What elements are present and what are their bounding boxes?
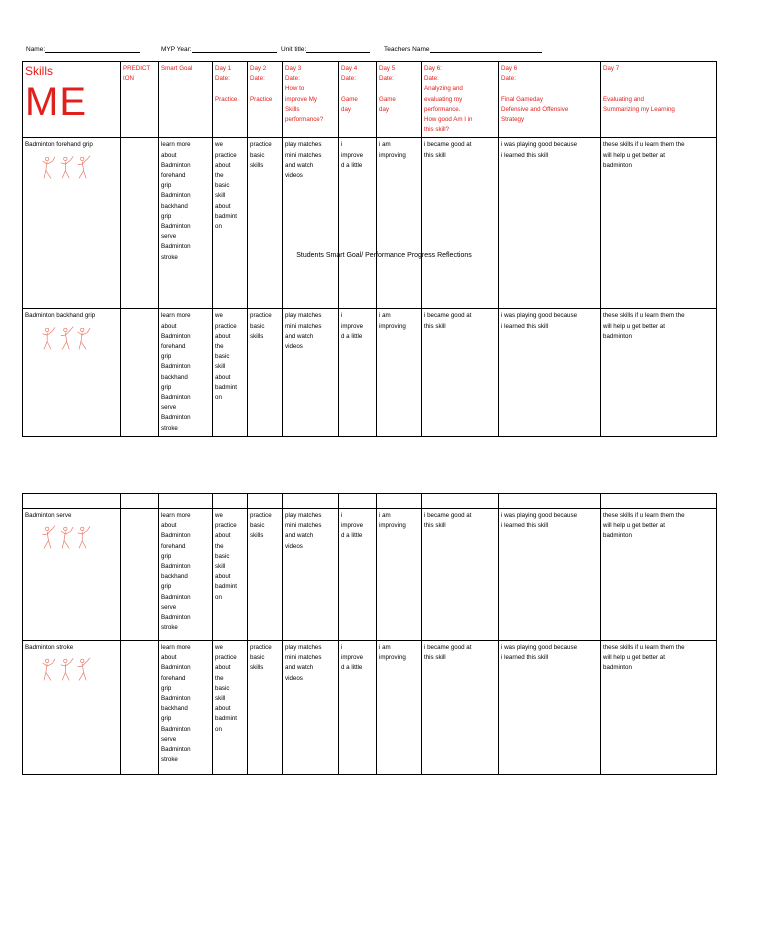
cell-line: play matches	[285, 141, 322, 149]
cell-line: Date:	[285, 75, 300, 83]
cell-line: skills	[250, 332, 264, 340]
cell-line: videos	[285, 172, 303, 180]
cell-line: How to	[285, 85, 305, 93]
cell-line: Badminton	[161, 532, 191, 540]
cell-line: grip	[161, 715, 172, 723]
cell-line: i was playing good because	[501, 644, 578, 651]
cell-line: play matches	[285, 512, 322, 519]
cell-line: Badminton	[161, 394, 191, 402]
cell-line: this skill	[424, 654, 446, 662]
cell-line: we	[215, 644, 223, 651]
reflection-table-1	[22, 61, 717, 437]
day1-cell	[213, 138, 248, 309]
cell-line: Evaluating and	[603, 95, 644, 103]
cell-line	[250, 84, 280, 94]
cell-line: basic	[250, 654, 265, 662]
day4-cell	[339, 138, 377, 309]
header-day7	[601, 62, 717, 138]
cell-line: basic	[250, 522, 265, 530]
cell-line	[501, 84, 598, 94]
cell-line: i	[341, 312, 343, 320]
cell-line: d a little	[341, 532, 363, 540]
cell-line: improving	[379, 151, 406, 159]
cell-line: skill	[215, 563, 226, 571]
cell-line: videos	[285, 674, 303, 682]
cell-line: Badminton	[161, 223, 191, 231]
skill-cell	[23, 309, 121, 436]
unit-title-field[interactable]	[281, 44, 370, 53]
cell-line: stroke	[161, 624, 178, 632]
smart-goal-cell	[159, 641, 213, 775]
cell-line: about	[161, 522, 177, 530]
skill-cell	[23, 509, 121, 641]
cell-line: practice	[215, 654, 237, 662]
cell-line: this skill	[424, 522, 446, 530]
cell-line: PREDICT	[123, 65, 151, 72]
cell-line: about	[215, 332, 231, 340]
cell-line: will help u get better at	[603, 522, 665, 530]
name-blank[interactable]	[45, 44, 140, 53]
cell-line: about	[215, 664, 231, 672]
me-heading: ME	[25, 80, 87, 124]
cell-line: Analyzing and	[424, 85, 463, 93]
cell-line: Day 7	[603, 65, 620, 72]
cell-line: badmint	[215, 583, 238, 591]
cell-line: practice	[250, 512, 272, 519]
cell-line: Final Gameday	[501, 95, 543, 103]
cell-line: Badminton	[161, 725, 191, 733]
cell-line: evaluating my	[424, 95, 463, 103]
smart-goal-cell	[159, 138, 213, 309]
cell-line: i am	[379, 312, 391, 320]
cell-line: performance?	[285, 116, 324, 124]
smart-goal-cell	[159, 309, 213, 436]
cell-line: Day 2	[250, 65, 267, 72]
badminton-figure-illustration	[25, 657, 107, 683]
day3-cell	[283, 641, 339, 775]
table-row	[23, 309, 717, 436]
cell-line: about	[215, 202, 231, 210]
cell-line: skill	[215, 192, 226, 200]
cell-line: ION	[123, 75, 135, 83]
cell-line: learn more	[161, 512, 191, 519]
day4-cell	[339, 641, 377, 775]
header-day2	[248, 62, 283, 138]
cell-line: will help u get better at	[603, 654, 665, 662]
cell-line: and watch	[285, 161, 314, 169]
cell-line: Badminton	[161, 695, 191, 703]
cell-line: serve	[161, 735, 177, 743]
day7-cell	[601, 509, 717, 641]
cell-line: Defensive and Offensive	[501, 105, 569, 113]
cell-line: these skills if u learn them the	[603, 312, 685, 320]
cell-line: the	[215, 674, 224, 682]
cell-line: improve	[341, 322, 364, 330]
cell-line: Badminton	[161, 332, 191, 340]
cell-line: these skills if u learn them the	[603, 141, 685, 149]
cell-line: Date:	[424, 75, 439, 83]
cell-line: play matches	[285, 644, 322, 651]
cell-line: i	[341, 141, 343, 149]
cell-line: Day 4	[341, 65, 358, 72]
myp-year-label: MYP Year:	[161, 46, 192, 53]
header-day6-analyzing	[422, 62, 499, 138]
cell-line: Badminton	[161, 614, 191, 622]
cell-line: day	[379, 105, 389, 113]
header-day4	[339, 62, 377, 138]
cell-line: improve	[341, 151, 364, 159]
day6a-cell	[422, 641, 499, 775]
cell-line: and watch	[285, 332, 314, 340]
cell-line: i learned this skill	[501, 654, 549, 662]
day5-cell	[377, 309, 422, 436]
cell-line: Skills	[285, 105, 300, 113]
cell-line	[341, 84, 374, 94]
cell-line: about	[215, 161, 231, 169]
skill-cell	[23, 641, 121, 775]
cell-line: serve	[161, 404, 177, 412]
header-day3	[283, 62, 339, 138]
myp-year-blank[interactable]	[192, 44, 277, 53]
day6a-cell	[422, 509, 499, 641]
day7-cell	[601, 641, 717, 775]
cell-line: badmint	[215, 212, 238, 220]
cell-line: we	[215, 141, 223, 149]
cell-line: mini matches	[285, 322, 322, 330]
prediction-cell[interactable]	[121, 309, 159, 436]
day2-cell	[248, 641, 283, 775]
cell-line: forehand	[161, 674, 186, 682]
day4-cell	[339, 509, 377, 641]
day2-cell	[248, 309, 283, 436]
cell-line: about	[215, 573, 231, 581]
cell-line: Badminton	[161, 593, 191, 601]
prediction-cell[interactable]	[121, 641, 159, 775]
cell-line: the	[215, 343, 224, 351]
day6b-cell	[499, 309, 601, 436]
cell-line: practice	[215, 322, 237, 330]
header-skills-cell	[23, 62, 121, 138]
cell-line: on	[215, 394, 222, 402]
cell-line: i am	[379, 141, 391, 149]
skill-cell	[23, 138, 121, 309]
day2-cell	[248, 509, 283, 641]
cell-line	[603, 84, 714, 94]
prediction-cell[interactable]	[121, 138, 159, 309]
cell-line: Practice	[250, 95, 273, 103]
cell-line: on	[215, 223, 222, 231]
cell-line: learn more	[161, 141, 191, 149]
cell-line: basic	[250, 322, 265, 330]
cell-line: badmint	[215, 383, 238, 391]
cell-line: about	[215, 532, 231, 540]
cell-line: backhand	[161, 573, 188, 581]
cell-line	[379, 84, 419, 94]
cell-line: about	[161, 151, 177, 159]
cell-line: serve	[161, 603, 177, 611]
cell-line: the	[215, 542, 224, 550]
cell-line: Day 6:	[424, 65, 442, 72]
skills-heading: Skills	[25, 64, 54, 78]
cell-line: grip	[161, 212, 172, 220]
cell-line: these skills if u learn them the	[603, 512, 685, 519]
day6b-cell	[499, 509, 601, 641]
cell-line: Game	[341, 95, 358, 103]
cell-line: i became good at	[424, 312, 472, 320]
day3-cell	[283, 509, 339, 641]
cell-line: backhand	[161, 373, 188, 381]
cell-line: practice	[215, 522, 237, 530]
cell-line: stroke	[161, 253, 178, 261]
cell-line: badminton	[603, 161, 632, 169]
cell-line: i learned this skill	[501, 522, 549, 530]
cell-line: grip	[161, 383, 172, 391]
cell-line: Badminton	[161, 746, 191, 754]
table-row	[23, 138, 717, 309]
cell-line: badminton	[603, 532, 632, 540]
cell-line: i was playing good because	[501, 512, 578, 519]
day5-cell	[377, 641, 422, 775]
smart-goal-cell	[159, 509, 213, 641]
cell-line: about	[215, 705, 231, 713]
cell-line: this skill	[424, 322, 446, 330]
cell-line: Badminton	[161, 664, 191, 672]
cell-line: practice	[215, 151, 237, 159]
cell-line: Date:	[501, 75, 516, 83]
day1-cell	[213, 509, 248, 641]
cell-line: skill	[215, 363, 226, 371]
day5-cell	[377, 138, 422, 309]
cell-line: Badminton	[161, 161, 191, 169]
cell-line: will help u get better at	[603, 322, 665, 330]
cell-line: basic	[215, 684, 230, 692]
cell-line: these skills if u learn them the	[603, 644, 685, 651]
cell-line: practice	[250, 141, 272, 149]
cell-line: i learned this skill	[501, 151, 549, 159]
cell-line: improve	[341, 522, 364, 530]
cell-line: about	[161, 322, 177, 330]
cell-line: videos	[285, 343, 303, 351]
cell-line: and watch	[285, 664, 314, 672]
cell-line: Strategy	[501, 116, 525, 123]
name-field[interactable]	[26, 44, 140, 53]
cell-line: mini matches	[285, 522, 322, 530]
header-prediction	[121, 62, 159, 138]
cell-line: skill	[215, 695, 226, 703]
day5-cell	[377, 509, 422, 641]
cell-line: Day 1	[215, 65, 232, 72]
cell-line: forehand	[161, 542, 186, 550]
cell-line: i learned this skill	[501, 322, 549, 330]
cell-line: play matches	[285, 312, 322, 320]
cell-line: backhand	[161, 202, 188, 210]
cell-line: i became good at	[424, 512, 472, 519]
cell-line: basic	[215, 353, 230, 361]
cell-line: practice	[250, 644, 272, 651]
header-row	[23, 62, 717, 138]
table-row	[23, 509, 717, 641]
skill-label: Badminton backhand grip	[25, 312, 96, 320]
day6a-cell	[422, 138, 499, 309]
cell-line: improving	[379, 522, 406, 530]
cell-line: basic	[215, 182, 230, 190]
cell-line: basic	[250, 151, 265, 159]
day2-cell	[248, 138, 283, 309]
cell-line: this skill	[424, 151, 446, 159]
cell-line: improve My	[285, 95, 317, 103]
cell-line: Day 3	[285, 65, 302, 72]
cell-line: and watch	[285, 532, 314, 540]
cell-line: Game	[379, 95, 396, 103]
cell-line: practice	[250, 312, 272, 320]
cell-line: Badminton	[161, 192, 191, 200]
cell-line: Date:	[341, 75, 356, 83]
cell-line: Badminton	[161, 363, 191, 371]
cell-line: videos	[285, 542, 303, 550]
cell-line: d a little	[341, 664, 363, 672]
cell-line: the	[215, 172, 224, 180]
cell-line: Summarizing my Learning	[603, 105, 675, 113]
cell-line: Badminton	[161, 243, 191, 251]
cell-line: grip	[161, 684, 172, 692]
cell-line: on	[215, 593, 222, 601]
table-row	[23, 641, 717, 775]
teacher-name-blank[interactable]	[430, 44, 542, 53]
cell-line: Practice	[215, 95, 238, 103]
cell-line: badminton	[603, 332, 632, 340]
badminton-figure-illustration	[25, 155, 107, 181]
skill-label: Badminton serve	[25, 512, 72, 519]
cell-line: Day 6	[501, 65, 518, 72]
cell-line: i	[341, 644, 343, 651]
cell-line: i was playing good because	[501, 312, 578, 320]
prediction-cell[interactable]	[121, 509, 159, 641]
skill-label: Badminton stroke	[25, 644, 74, 651]
day4-cell	[339, 309, 377, 436]
header-smart-goal: Smart Goal	[159, 62, 213, 138]
cell-line: grip	[161, 182, 172, 190]
cell-line: i was playing good because	[501, 141, 578, 149]
day7-cell	[601, 138, 717, 309]
cell-line: this skill?	[424, 126, 450, 134]
header-day5	[377, 62, 422, 138]
cell-line: skills	[250, 664, 264, 672]
header-day6-final-gameday	[499, 62, 601, 138]
cell-line: about	[215, 373, 231, 381]
day7-cell	[601, 309, 717, 436]
cell-line: we	[215, 512, 223, 519]
cell-line: How good Am I in	[424, 116, 473, 124]
badminton-figure-illustration	[25, 326, 107, 352]
cell-line: skills	[250, 161, 264, 169]
cell-line: stroke	[161, 424, 178, 432]
name-label: Name:	[26, 46, 46, 53]
myp-year-field[interactable]	[161, 44, 277, 53]
badminton-figure-illustration	[25, 525, 107, 551]
cell-line: i am	[379, 512, 391, 519]
cell-line	[603, 74, 714, 84]
cell-line: i became good at	[424, 141, 472, 149]
day6b-cell	[499, 138, 601, 309]
day1-cell	[213, 641, 248, 775]
cell-line: badmint	[215, 715, 238, 723]
cell-line: serve	[161, 233, 177, 241]
cell-line: performance.	[424, 105, 461, 113]
cell-line: skills	[250, 532, 264, 540]
day3-cell	[283, 138, 339, 309]
day3-cell	[283, 309, 339, 436]
cell-line: badminton	[603, 664, 632, 672]
cell-line: backhand	[161, 705, 188, 713]
cell-line: d a little	[341, 332, 363, 340]
cell-line: mini matches	[285, 151, 322, 159]
day1-cell	[213, 309, 248, 436]
cell-line: mini matches	[285, 654, 322, 662]
skill-label: Badminton forehand grip	[25, 141, 93, 149]
cell-line: Day 5	[379, 65, 396, 72]
cell-line: grip	[161, 552, 172, 560]
cell-line: we	[215, 312, 223, 320]
teacher-name-field[interactable]	[384, 44, 542, 53]
cell-line: improve	[341, 654, 364, 662]
cell-line: improving	[379, 322, 406, 330]
unit-title-blank[interactable]	[306, 44, 370, 53]
document-title: Students Smart Goal/ Performance Progress Reflections	[296, 252, 472, 259]
cell-line: Date:	[250, 75, 265, 83]
cell-line: learn more	[161, 312, 191, 320]
header-day1	[213, 62, 248, 138]
day6a-cell	[422, 309, 499, 436]
unit-title-label: Unit title:	[281, 46, 307, 53]
cell-line: day	[341, 105, 351, 113]
blank-header-row	[23, 494, 717, 509]
cell-line: i became good at	[424, 644, 472, 651]
cell-line: grip	[161, 583, 172, 591]
cell-line: on	[215, 725, 222, 733]
cell-line: Date:	[215, 75, 230, 83]
cell-line: will help u get better at	[603, 151, 665, 159]
cell-line	[215, 84, 245, 94]
teacher-name-label: Teachers Name	[384, 46, 430, 53]
cell-line: i	[341, 512, 343, 519]
cell-line: Badminton	[161, 563, 191, 571]
cell-line: forehand	[161, 172, 186, 180]
cell-line: d a little	[341, 161, 363, 169]
cell-line: grip	[161, 353, 172, 361]
cell-line: about	[161, 654, 177, 662]
day6b-cell	[499, 641, 601, 775]
cell-line: Badminton	[161, 414, 191, 422]
reflection-table-2	[22, 493, 717, 775]
cell-line: basic	[215, 552, 230, 560]
cell-line: improving	[379, 654, 406, 662]
cell-line: learn more	[161, 644, 191, 651]
cell-line: forehand	[161, 343, 186, 351]
cell-line: i am	[379, 644, 391, 651]
cell-line: Date:	[379, 75, 394, 83]
cell-line: stroke	[161, 756, 178, 764]
